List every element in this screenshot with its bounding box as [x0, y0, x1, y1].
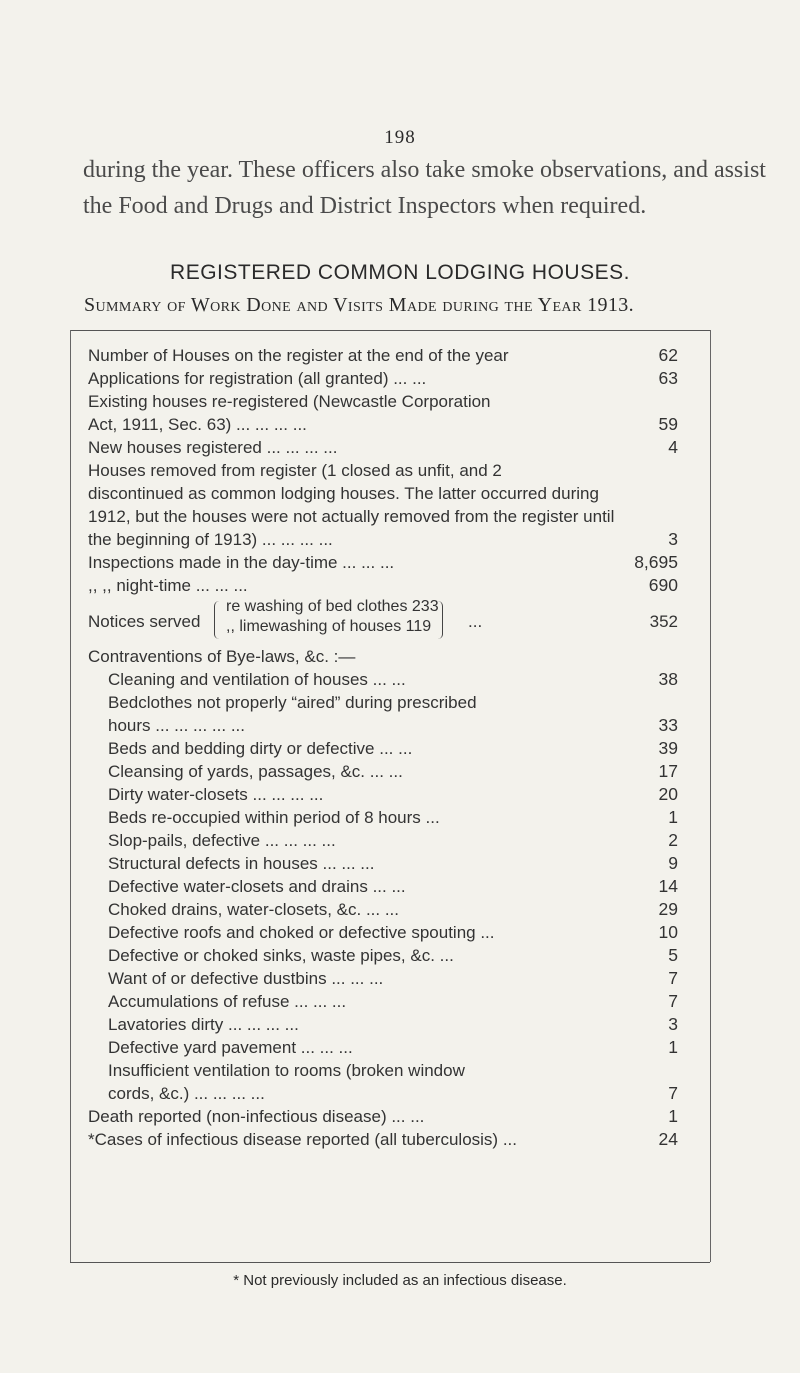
- table-row: [88, 829, 708, 852]
- row-value: 1: [668, 1037, 678, 1057]
- row-label: Want of or defective dustbins ... ... ...: [108, 969, 384, 988]
- table-row: [88, 390, 708, 436]
- table-row: [88, 436, 708, 459]
- row-label-continuation: discontinued as common lodging houses. The latter occurred during 1912, but the houses were not actually removed from the register until the beginning of 1913) ... ... ... ...: [88, 484, 615, 549]
- table-row: [88, 806, 708, 829]
- row-label: Accumulations of refuse ... ... ...: [108, 992, 347, 1011]
- notices-value: 352: [649, 612, 678, 631]
- row-value: 38: [658, 669, 678, 689]
- section-heading: REGISTERED COMMON LODGING HOUSES.: [170, 261, 630, 284]
- notices-label: Notices served: [88, 612, 201, 631]
- row-label: Dirty water-closets ... ... ... ...: [108, 785, 324, 804]
- table-row: [88, 344, 708, 367]
- row-value: 59: [658, 414, 678, 434]
- section-subheading: Summary of Work Done and Visits Made during the Year 1913.: [84, 294, 635, 316]
- table-row: [88, 921, 708, 944]
- notices-line-1: re washing of bed clothes 233: [226, 598, 439, 615]
- contraventions-heading: Contraventions of Bye-laws, &c. :—: [88, 647, 356, 666]
- table-row: [88, 875, 708, 898]
- row-label: Structural defects in houses ... ... ...: [108, 854, 375, 873]
- row-label: ,, ,, night-time ... ... ...: [88, 576, 248, 595]
- contraventions-heading-row: [88, 645, 708, 668]
- row-value: 9: [668, 853, 678, 873]
- table-row: [88, 898, 708, 921]
- row-label: Lavatories dirty ... ... ... ...: [108, 1015, 299, 1034]
- row-value: 1: [668, 1106, 678, 1126]
- table-left-rule: [70, 330, 71, 1262]
- row-value: 3: [668, 1014, 678, 1034]
- table-row: [88, 1105, 708, 1128]
- table-row: [88, 760, 708, 783]
- table-row: [88, 551, 708, 574]
- row-label: Defective roofs and choked or defective spouting ...: [108, 923, 495, 942]
- table-row: [88, 1059, 708, 1105]
- row-label: Inspections made in the day-time ... ... ...: [88, 553, 395, 572]
- row-label: Death reported (non-infectious disease) ... ...: [88, 1107, 425, 1126]
- row-label: Number of Houses on the register at the end of the year: [88, 346, 509, 365]
- table-row: [88, 574, 708, 597]
- notices-served-row: [88, 598, 708, 645]
- row-label: Choked drains, water-closets, &c. ... ...: [108, 900, 400, 919]
- row-value: 8,695: [634, 552, 678, 572]
- row-label: Existing houses re-registered (Newcastle Corporation: [88, 392, 491, 411]
- table-row: [88, 367, 708, 390]
- row-label: *Cases of infectious disease reported (all tuberculosis) ...: [88, 1130, 517, 1149]
- row-value: 5: [668, 945, 678, 965]
- row-label: Cleaning and ventilation of houses ... ...: [108, 670, 406, 689]
- table-row: [88, 944, 708, 967]
- intro-paragraph: during the year. These officers also take smoke observations, and assist the Food and Drugs and District Inspectors when required.: [83, 157, 766, 219]
- row-value: 63: [658, 368, 678, 388]
- footnote: * Not previously included as an infectious disease.: [233, 1272, 567, 1289]
- row-value: 17: [658, 761, 678, 781]
- table-row: [88, 737, 708, 760]
- row-label: Insufficient ventilation to rooms (broken window: [108, 1061, 465, 1080]
- row-value: 3: [668, 529, 678, 549]
- row-label: Defective yard pavement ... ... ...: [108, 1038, 353, 1057]
- row-label: Cleansing of yards, passages, &c. ... ...: [108, 762, 403, 781]
- table-row: [88, 1036, 708, 1059]
- right-brace: [434, 601, 443, 639]
- table-row: [88, 852, 708, 875]
- table-top-rule: [70, 330, 710, 331]
- row-value: 10: [658, 922, 678, 942]
- notices-dots: ...: [468, 612, 483, 631]
- row-label-continuation: Act, 1911, Sec. 63) ... ... ... ...: [88, 415, 307, 434]
- row-label: Defective water-closets and drains ... ...: [108, 877, 406, 896]
- row-value: 24: [658, 1129, 678, 1149]
- row-label: Slop-pails, defective ... ... ... ...: [108, 831, 336, 850]
- table-row: [88, 691, 708, 737]
- table-row: [88, 1128, 708, 1151]
- table-right-rule: [710, 330, 711, 1262]
- table-row: [88, 459, 708, 551]
- row-value: 7: [668, 968, 678, 988]
- table-row: [88, 967, 708, 990]
- row-value: 20: [658, 784, 678, 804]
- table-bottom-rule: [70, 1262, 710, 1263]
- table-row: [88, 668, 708, 691]
- row-label: Applications for registration (all granted) ... ...: [88, 369, 427, 388]
- row-value: 1: [668, 807, 678, 827]
- summary-table: [88, 344, 708, 1151]
- row-label: Houses removed from register (1 closed as unfit, and 2: [88, 461, 502, 480]
- row-label: Beds re-occupied within period of 8 hours ...: [108, 808, 440, 827]
- row-value: 62: [658, 345, 678, 365]
- row-value: 29: [658, 899, 678, 919]
- row-value: 7: [668, 991, 678, 1011]
- row-value: 33: [658, 715, 678, 735]
- row-value: 39: [658, 738, 678, 758]
- left-brace: [214, 601, 223, 639]
- row-label: Beds and bedding dirty or defective ... ...: [108, 739, 413, 758]
- notices-line-2: ,, limewashing of houses 119: [226, 618, 432, 635]
- row-value: 690: [648, 575, 678, 595]
- row-value: 4: [668, 437, 678, 457]
- row-label: Bedclothes not properly “aired” during prescribed: [108, 693, 477, 712]
- row-label: New houses registered ... ... ... ...: [88, 438, 338, 457]
- row-value: 14: [658, 876, 678, 896]
- table-row: [88, 1013, 708, 1036]
- row-label-continuation: hours ... ... ... ... ...: [108, 716, 245, 735]
- table-row: [88, 990, 708, 1013]
- page-number: 198: [384, 127, 416, 148]
- table-row: [88, 783, 708, 806]
- row-value: 2: [668, 830, 678, 850]
- row-label-continuation: cords, &c.) ... ... ... ...: [108, 1084, 265, 1103]
- row-label: Defective or choked sinks, waste pipes, &c. ...: [108, 946, 454, 965]
- row-value: 7: [668, 1083, 678, 1103]
